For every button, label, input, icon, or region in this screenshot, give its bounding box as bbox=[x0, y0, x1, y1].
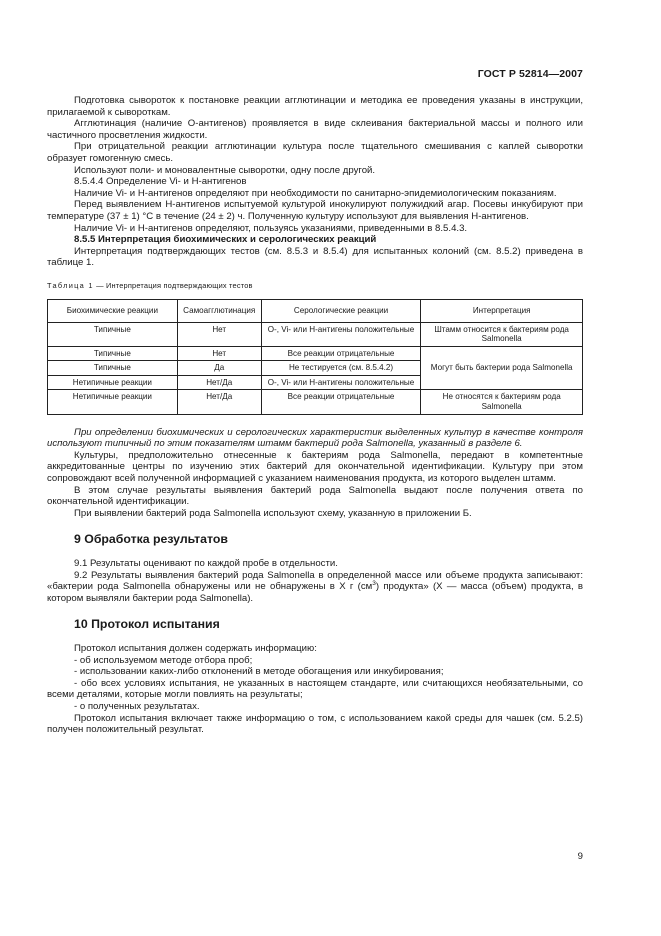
table-caption-label: Таблица 1 bbox=[47, 280, 94, 290]
paragraph: Культуры, предположительно отнесенные к бактериям рода Salmonella, передают в компетентные аккредитованные центры по изучению этих бактерий для окончательной идентификации. Культуру при этом сопровождают всей полученной информацией с указанием наименования продукта, из которого выделен штамм. bbox=[47, 449, 583, 485]
list-item: - обо всех условиях испытания, не указанных в настоящем стандарте, или считающихся необязательными, со всеми деталями, которые могли повлиять на результаты; bbox=[47, 677, 583, 701]
table-cell: Нет/Да bbox=[177, 375, 261, 390]
paragraph: Протокол испытания должен содержать информацию: bbox=[74, 642, 317, 654]
paragraph: 9.1 Результаты оценивают по каждой пробе в отдельности. bbox=[74, 558, 338, 569]
paragraph: Наличие Vi- и H-антигенов определяют, пользуясь указаниями, приведенными в 8.5.4.3. bbox=[74, 222, 468, 234]
superscript: 3 bbox=[372, 580, 376, 587]
section-10-title: 10 Протокол испытания bbox=[74, 617, 220, 632]
paragraph: В этом случае результаты выявления бактерий рода Salmonella выдают после получения ответа по окончательной идентификации. bbox=[47, 484, 583, 508]
paragraph: Наличие Vi- и H-антигенов определяют при необходимости по санитарно-эпидемиологическим показаниям. bbox=[74, 187, 557, 199]
list-item: - об используемом методе отбора проб; bbox=[74, 654, 253, 666]
paragraph: При отрицательной реакции агглютинации культура после тщательного смешивания с каплей сыворотки образует гомогенную смесь. bbox=[47, 141, 583, 164]
table-cell: Нет bbox=[177, 346, 261, 361]
paragraph: Агглютинация (наличие О-антигенов) проявляется в виде склеивания бактериальной массы и полного или частичного просветления жидкости. bbox=[47, 118, 583, 141]
italic-note: При определении биохимических и серологических характеристик выделенных культур в качестве контроля используют типичный по этим показателям штамм бактерий рода Salmonella, указанный в разделе 6. bbox=[47, 426, 583, 450]
page-number: 9 bbox=[577, 851, 583, 862]
document-header: ГОСТ Р 52814—2007 bbox=[477, 68, 583, 80]
table-cell: Все реакции отрицательные bbox=[261, 346, 421, 361]
interpretation-table bbox=[47, 299, 583, 415]
table-cell: Типичные bbox=[48, 361, 178, 376]
table-cell: Нетипичные реакции bbox=[48, 375, 178, 390]
section-9-title: 9 Обработка результатов bbox=[74, 532, 228, 547]
table-row bbox=[48, 390, 583, 414]
table-cell: Типичные bbox=[48, 346, 178, 361]
table-cell: Штамм относится к бактериям рода Salmonella bbox=[421, 322, 583, 346]
table-cell: Типичные bbox=[48, 322, 178, 346]
list-item: - использовании каких-либо отклонений в методе обогащения или инкубирования; bbox=[74, 666, 444, 678]
table-caption-text: — Интерпретация подтверждающих тестов bbox=[93, 280, 253, 290]
table-row bbox=[48, 346, 583, 361]
subsection-heading: 8.5.4.4 Определение Vi- и H-антигенов bbox=[74, 176, 247, 188]
table-row bbox=[48, 322, 583, 346]
paragraph bbox=[47, 570, 583, 605]
table-cell: Нетипичные реакции bbox=[48, 390, 178, 414]
paragraph: Используют поли- и моновалентные сыворотки, одну после другой. bbox=[74, 164, 376, 176]
paragraph: Интерпретация подтверждающих тестов (см. 8.5.3 и 8.5.4) для испытанных колоний (см. 8.5.2) приведена в таблице 1. bbox=[47, 245, 583, 269]
paragraph: При выявлении бактерий рода Salmonella используют схему, указанную в приложении Б. bbox=[74, 507, 472, 519]
column-header: Самоагглютинация bbox=[177, 299, 261, 322]
table-cell: Нет bbox=[177, 322, 261, 346]
paragraph: Подготовка сывороток к постановке реакции агглютинации и методика ее проведения указаны в инструкции, прилагаемой к сывороткам. bbox=[47, 95, 583, 118]
table-cell: O-, Vi- или H-антигены положительные bbox=[261, 322, 421, 346]
table-cell-merged: Могут быть бактерии рода Salmonella bbox=[421, 346, 583, 390]
column-header: Интерпретация bbox=[421, 299, 583, 322]
table-cell: Все реакции отрицательные bbox=[261, 390, 421, 414]
table-cell: Да bbox=[177, 361, 261, 376]
subsection-heading: 8.5.5 Интерпретация биохимических и серологических реакций bbox=[74, 234, 377, 246]
table-header-row bbox=[48, 299, 583, 322]
text-run: 9.2 Результаты выявления бактерий рода Salmonella в определенной массе или объеме продукта записывают: «бактерии рода Salmonella обнаружены или не обнаружены в X г (см bbox=[47, 569, 583, 593]
paragraph: Протокол испытания включает также информацию о том, с использованием какой среды для чашек (см. 5.2.5) получен положительный результат. bbox=[47, 712, 583, 736]
table-cell: Нет/Да bbox=[177, 390, 261, 414]
table-caption bbox=[47, 280, 583, 292]
paragraph: Перед выявлением H-антигенов испытуемой культурой инокулируют полужидкий агар. Посевы инкубируют при температуре (37 ± 1) °С в течение (24 ± 2) ч. Полученную культуру используют для выявления H-антигенов. bbox=[47, 199, 583, 222]
table-cell: O-, Vi- или H-антигены положительные bbox=[261, 375, 421, 390]
column-header: Биохимические реакции bbox=[48, 299, 178, 322]
text-run: ) продукта» (X — масса (объем) продукта, в котором выявляли бактерии рода Salmonella). bbox=[47, 581, 583, 604]
table-cell: Не относятся к бактериям рода Salmonella bbox=[421, 390, 583, 414]
column-header: Серологические реакции bbox=[261, 299, 421, 322]
page-content bbox=[47, 95, 583, 736]
list-item: - о полученных результатах. bbox=[74, 700, 200, 712]
table-cell: Не тестируется (см. 8.5.4.2) bbox=[261, 361, 421, 376]
